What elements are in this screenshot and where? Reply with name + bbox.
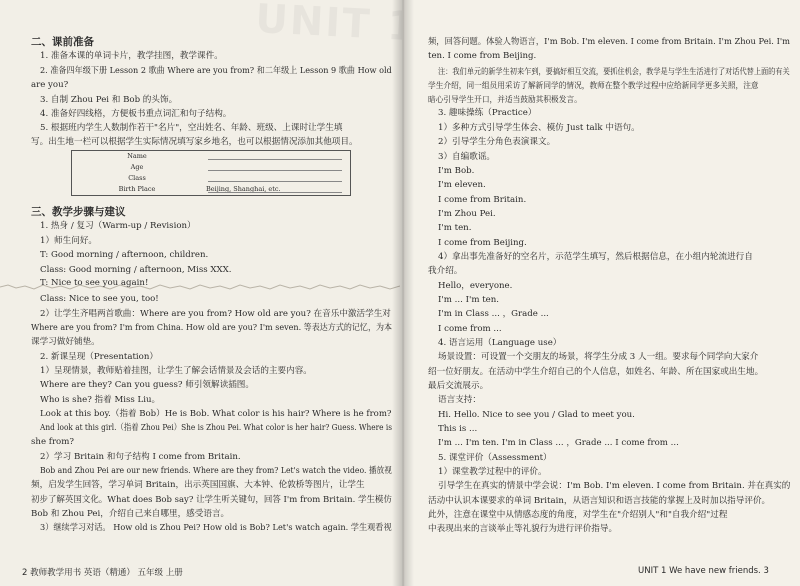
text-line: And look at this girl.（指着 Zhou Pei）She is Zhou Pei. What color is her hair? Guess. Where is — [40, 423, 393, 433]
dialogue-line: T: Good morning / afternoon, children. — [40, 250, 209, 260]
card-row — [72, 173, 350, 184]
text-line: 1）多种方式引导学生体会、模仿 Just talk 中语句。 — [438, 123, 640, 133]
text-line: 引导学生在真实的情景中学会说：I'm Bob. I'm eleven. I come from Britain. 并在真实的 — [438, 481, 791, 491]
text-line: 绍一位好朋友。在活动中学生介绍自己的个人信息，如姓名、年龄、所在国家或出生地。 — [428, 367, 764, 377]
right-footer: UNIT 1 We have new friends. 3 — [638, 566, 769, 576]
text-line: Bob and Zhou Pei are our new friends. Where are they from? Let's watch the video. 播放视 — [40, 466, 392, 476]
text-line: 2）学习 Britain 和句子结构 I come from Britain. — [40, 452, 241, 462]
right-page — [402, 0, 800, 586]
card-label: Class — [128, 174, 146, 182]
card-value: Beijing, Shanghai, etc. — [206, 185, 281, 193]
dialogue-line: Class: Nice to see you, too! — [40, 294, 159, 304]
section-heading-steps: 三、教学步骤与建议 — [31, 206, 126, 218]
book-gutter — [392, 0, 414, 586]
card-row — [72, 151, 350, 162]
text-line: 3）继续学习对话。 How old is Zhou Pei? How old is Bob? Let's watch again. 学生观看视 — [40, 523, 392, 533]
card-line — [208, 181, 342, 182]
prep-item: are you? — [31, 80, 69, 90]
note-line: 暗心引导学生开口，并适当鼓励其积极发言。 — [428, 95, 582, 104]
chant-line: I'm eleven. — [438, 180, 486, 190]
chant-line: I'm Zhou Pei. — [438, 209, 496, 219]
text-line: 频，启发学生回答，学习单词 Britain，出示英国国旗、大本钟、伦敦桥等图片，让学生 — [31, 480, 365, 490]
example-line: I'm in Class ... ，Grade ... — [438, 309, 549, 319]
text-line: 1）呈现情景，教师贴着挂图，让学生了解会话情景及会话的主要内容。 — [40, 366, 312, 376]
text-line: 频，回答问题。体验人物语言，I'm Bob. I'm eleven. I come from Britain. I'm Zhou Pei. I'm — [428, 37, 791, 47]
example-line: I'm ... I'm ten. I'm in Class ... ，Grade ... I come from ... — [438, 438, 679, 448]
card-row — [72, 162, 350, 173]
example-line: This is ... — [438, 424, 478, 434]
text-line: Look at this boy.（指着 Bob）He is Bob. What color is his hair? Where is he from? — [40, 409, 392, 419]
step-heading: 1. 热身 / 复习（Warm-up / Revision） — [40, 221, 196, 231]
text-line: 课学习做好铺垫。 — [31, 337, 100, 347]
prep-item: 5. 根据班内学生人数制作若干"名片"，空出姓名、年龄、班级、上课时让学生填 — [40, 123, 343, 133]
text-line: 场景设置：可设置一个交朋友的场景，将学生分成 3 人一组。要求每个同学向大家介 — [438, 352, 759, 362]
prep-item: 4. 准备好四线格，方便板书重点词汇和句子结构。 — [40, 109, 232, 119]
step-heading: 4. 语言运用（Language use） — [438, 338, 562, 348]
section-heading-preparation: 二、课前准备 — [31, 36, 94, 48]
prep-item: 写。出生地一栏可以根据学生实际情况填写家乡地名，也可以根据情况添加其他项目。 — [31, 137, 358, 147]
example-line: I come from ... — [438, 324, 502, 334]
text-line: 最后交流展示。 — [428, 381, 489, 391]
text-line: 1）课堂教学过程中的评价。 — [438, 467, 547, 477]
example-line: Hi. Hello. Nice to see you / Glad to meet you. — [438, 410, 635, 420]
text-line: 语言支持： — [438, 395, 481, 405]
text-line: 中表现出来的言谈举止等礼貌行为进行评价指导。 — [428, 524, 618, 534]
text-line: 此外，注意在课堂中从情感态度的角度，对学生在"介绍别人"和"自我介绍"过程 — [428, 510, 728, 520]
text-line: Who is she? 指着 Miss Liu。 — [40, 395, 161, 405]
prep-item: 3. 自制 Zhou Pei 和 Bob 的头饰。 — [40, 95, 178, 105]
chant-line: I come from Beijing. — [438, 238, 527, 248]
text-line: Where are you from? I'm from China. How old are you? I'm seven. 等表达方式的记忆，为本 — [31, 323, 393, 333]
step-heading: 5. 课堂评价（Assessment） — [438, 453, 552, 463]
example-line: I'm ... I'm ten. — [438, 295, 500, 305]
card-label: Birth Place — [118, 185, 156, 193]
prep-item: 2. 准备四年级下册 Lesson 2 歌曲 Where are you from? 和二年级上 Lesson 9 歌曲 How old — [40, 66, 392, 76]
note-line: 学生介绍，同一组员用采访了解新同学的情况，教师在整个教学过程中应给新同学更多关照，注意 — [428, 81, 759, 90]
text-line: ten. I come from Beijing. — [428, 51, 537, 61]
text-line: 1）师生问好。 — [40, 236, 98, 246]
text-line: Where are they? Can you guess? 师引领解读插图。 — [40, 380, 254, 390]
left-footer: 2 教师教学用书 英语（精通） 五年级 上册 — [22, 568, 183, 578]
example-line: Hello，everyone. — [438, 281, 513, 291]
step-heading: 2. 新课呈现（Presentation） — [40, 352, 158, 362]
text-line: she from? — [31, 437, 74, 447]
card-line — [208, 192, 342, 193]
chant-line: I'm Bob. — [438, 166, 475, 176]
note-line: 注：我们单元的新学生初来乍到，要搞好相互交流，要抓住机会，教学是与学生生活进行了对话代替上面的有关 — [438, 67, 790, 76]
text-line: 活动中认识本课要求的单词 Britain，从语言知识和语言技能的掌握上及时加以指导评价。 — [428, 496, 771, 506]
card-label: Name — [127, 152, 147, 160]
dialogue-line: Class: Good morning / afternoon, Miss XXX. — [40, 265, 232, 275]
text-line: 2）让学生齐唱两首歌曲：Where are you from? How old are you? 在音乐中激活学生对 — [40, 309, 391, 319]
text-line: Bob 和 Zhou Pei，介绍自己来自哪里，感受语言。 — [31, 509, 230, 519]
text-line: 我介绍。 — [428, 266, 463, 276]
card-line — [208, 170, 342, 171]
text-line: 3）自编歌谣。 — [438, 152, 496, 162]
text-line: 2）引导学生分角色表演课文。 — [438, 137, 556, 147]
card-label: Age — [130, 163, 144, 171]
name-card — [71, 150, 351, 196]
prep-item: 1. 准备本课的单词卡片，教学挂图，教学课件。 — [40, 51, 223, 61]
chant-line: I'm ten. — [438, 223, 472, 233]
chant-line: I come from Britain. — [438, 195, 527, 205]
dialogue-line: T: Nice to see you again! — [40, 278, 149, 288]
text-line: 初步了解英国文化。What does Bob say? 让学生听关键句，回答 I'm from Britain. 学生模仿 — [31, 495, 392, 505]
card-row — [72, 184, 350, 195]
text-line: 4）拿出事先准备好的空名片，示范学生填写，然后根据信息，在小组内轮流进行自 — [438, 252, 753, 262]
card-line — [208, 159, 342, 160]
step-heading: 3. 趣味操练（Practice） — [438, 108, 537, 118]
